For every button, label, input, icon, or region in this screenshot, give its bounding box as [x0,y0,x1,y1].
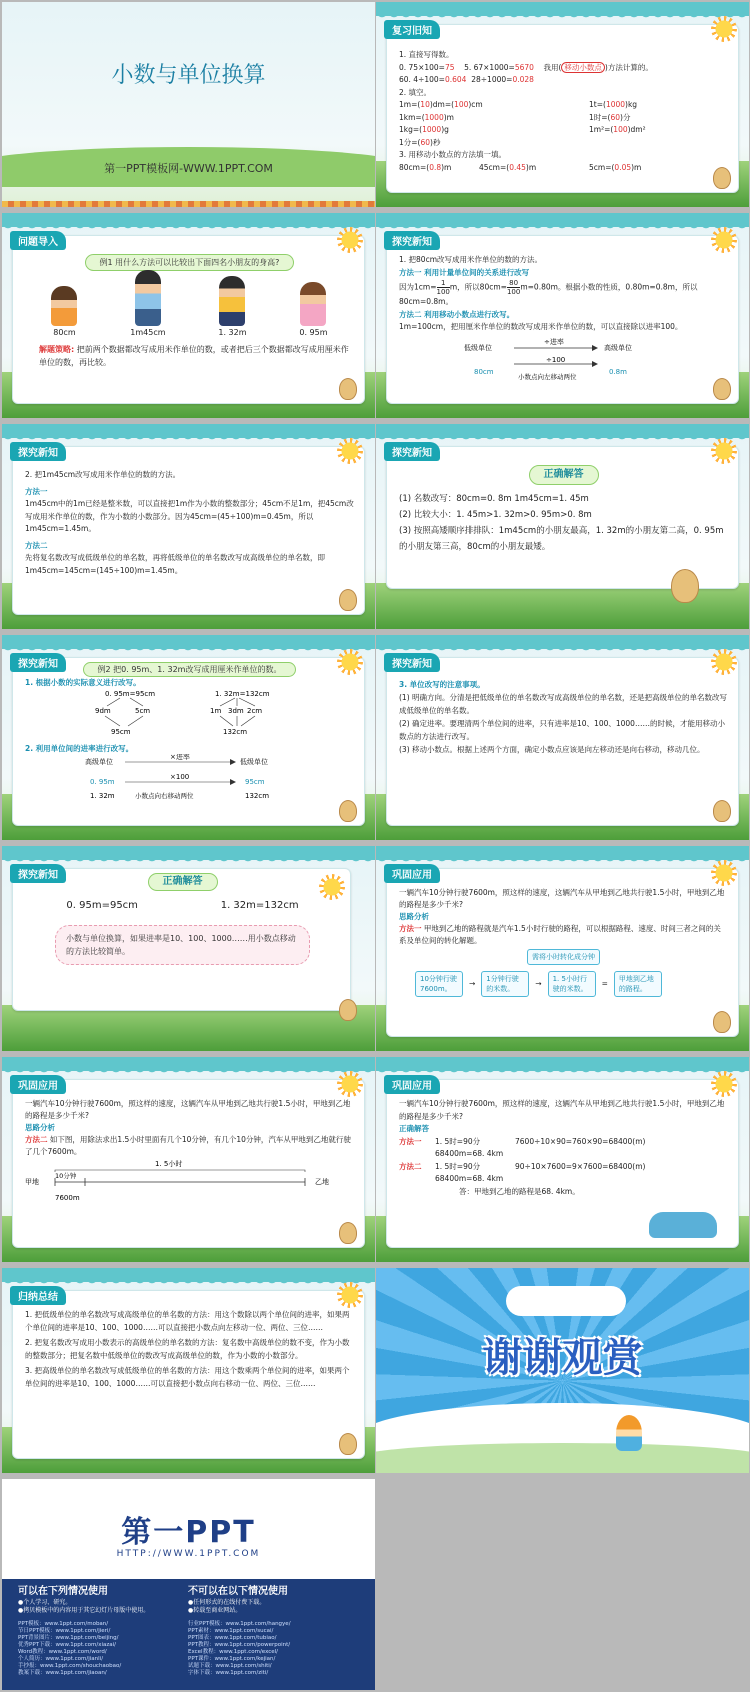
paragraph: (3) 移动小数点。根据上述两个方面，确定小数点应该是向左移动还是向右移动，移动几位。 [399,745,705,754]
kid-label: 1. 32m [218,328,247,337]
top-scallop [2,856,375,864]
line: 3. 用移动小数点的方法填一填。 [399,150,507,159]
strategy-text: 把前两个数据都改写成用米作单位的数，或者把后三个数据都改写成用厘米作单位的数，再比较。 [39,345,349,367]
hill [376,1443,749,1473]
solution-row: 方法二 1. 5时=90分 90÷10×7600=9×7600=68400(m) [399,1161,646,1171]
footer-link[interactable]: PPT背景图片：www.1ppt.com/beijing/ [18,1635,119,1641]
slide-tag: 探究新知 [384,231,440,250]
svg-text:2cm: 2cm [247,707,263,715]
slide-tag: 归纳总结 [10,1286,66,1305]
content-card [12,446,365,615]
question-wrap [25,662,354,677]
method-2: 方法二 利用移动小数点进行改写。 [399,309,515,319]
kid-label: 0. 95m [299,328,328,337]
stripe-border [2,201,375,207]
rate-diagram [25,754,345,806]
footer-link[interactable]: 节日PPT模板：www.1ppt.com/jieri/ [18,1628,111,1634]
question-pill: 例2 把0. 95m、1. 32m改写成用厘米作单位的数。 [83,662,297,677]
svg-text:0. 95m=95cm: 0. 95m=95cm [105,690,156,698]
top-scallop [376,223,749,231]
slide-tag: 巩固应用 [10,1075,66,1094]
conversion-diagram [464,336,664,380]
slide-apply-2[interactable] [2,1057,375,1262]
top-scallop [376,434,749,442]
thanks-text: 谢谢观赏 [482,1335,643,1381]
kids-row [25,277,354,339]
footer-url[interactable]: HTTP://WWW.1PPT.COM [116,1549,261,1559]
line: 1. 直接写得数。 [399,50,454,59]
footer-link[interactable]: PPT课件：www.1ppt.com/kejian/ [188,1656,276,1662]
kid-label: 1m45cm [130,328,166,337]
kid-1-icon [51,286,77,326]
slide-explore-3[interactable] [2,635,375,840]
mascot-icon [671,569,699,603]
footer-link[interactable]: Word教程：www.1ppt.com/word/ [18,1649,107,1655]
links-right [188,1621,291,1677]
svg-text:1. 32m: 1. 32m [90,792,115,800]
top-scallop [2,223,375,231]
method-line: 方法二 如下图，用除法求出1.5小时里面有几个10分钟，有几个10分钟，汽车从甲地到乙地就行驶了几个7600m。 [25,1135,351,1156]
content-card [12,1079,365,1248]
svg-text:1. 5小时: 1. 5小时 [155,1160,183,1168]
top-scallop [2,434,375,442]
solution-row: 方法一 1. 5时=90分 7600÷10×90=760×90=68400(m) [399,1136,646,1146]
slide-intro[interactable] [2,213,375,418]
footer-link[interactable]: PPT教程：www.1ppt.com/powerpoint/ [188,1642,291,1648]
line: 0. 75×100=75 5. 67×1000=5670 我用( 移动小数点 )方法计算的。 [399,62,653,72]
svg-text:高级单位: 高级单位 [603,343,632,352]
sun-icon [319,874,345,900]
slide-apply-1[interactable] [376,846,749,1051]
top-scallop [376,12,749,20]
footer-link[interactable]: PPT图表：www.1ppt.com/tubiao/ [188,1635,277,1641]
kid-label: 80cm [53,328,76,337]
cover-subtitle: 第一PPT模板网-WWW.1PPT.COM [104,162,273,175]
decomposition-diagram [25,688,345,740]
answer-pill: 正确解答 [148,873,218,891]
svg-text:95cm: 95cm [245,778,265,786]
content-card [386,446,739,589]
slide-tag: 探究新知 [10,442,66,461]
slide-explore-4[interactable] [376,635,749,840]
links-left [18,1621,188,1677]
answer-1: 0. 95m=95cm [66,900,138,911]
svg-text:小数点向右移动两位: 小数点向右移动两位 [135,792,194,800]
paragraph: 2. 把复名数改写成用小数表示的高级单位的单名数的方法：复名数中高级单位的数不变，作为小数的整数部分；把复名数中低级单位的数改写成高级单位的数，作为小数的小数部分。 [25,1338,350,1360]
mascot-icon [339,800,357,822]
tip-box: 小数与单位换算，如果进率是10、100、1000……用小数点移动的方法比较简单。 [55,925,310,965]
footer-link[interactable]: 优秀PPT下载：www.1ppt.com/xiazai/ [18,1642,117,1648]
method-line: 方法一 甲地到乙地的路程就是汽车1.5小时行驶的路程，可以根据路程、速度、时间三者之间的关系及单位间的转化解题。 [399,924,721,945]
footer-blue [2,1579,375,1690]
svg-text:5cm: 5cm [135,707,151,715]
slide-answer-2[interactable] [2,846,375,1051]
content-card [12,657,365,826]
svg-text:乙地: 乙地 [315,1178,329,1186]
heading: 3. 单位改写的注意事项。 [399,680,485,689]
footer-panel [2,1479,375,1690]
slide-tag: 巩固应用 [384,1075,440,1094]
svg-text:1m: 1m [210,707,222,715]
top-scallop [2,1067,375,1075]
pill-wrap [25,873,340,891]
method-1: 方法一 [25,486,48,496]
question: 一辆汽车10分钟行驶7600m，照这样的速度，这辆汽车从甲地到乙地共行驶1.5小时，甲地到乙地的路程是多少千米? [25,1099,351,1120]
d1: 低级单位 [463,343,492,352]
mascot-icon [339,378,357,400]
kid-2-icon [135,270,161,326]
kid [218,276,246,339]
car-icon [649,1212,717,1238]
line: 2. 填空。 [399,87,432,97]
slide-apply-3[interactable] [376,1057,749,1262]
svg-text:小数点向左移动两位: 小数点向左移动两位 [517,372,576,380]
paragraph: 1. 把低级单位的单名数改写成高级单位的单名数的方法：用这个数除以两个单位间的进率，如果两个单位间的进率是10、100、1000……可以直接把小数点向左移动一位、两位、三位…… [25,1310,350,1332]
kid [299,282,327,339]
mascot-icon [713,1011,731,1033]
line: 80cm=(0.8)m 45cm=(0.45)m 5cm=(0.05)m [399,162,642,172]
line: 1m=(10)dm=(100)cm 1t=(1000)kg [399,100,638,109]
top-scallop [2,1278,375,1286]
svg-text:高级单位: 高级单位 [85,758,113,766]
svg-text:95cm: 95cm [111,728,131,736]
cover-title: 小数与单位换算 [111,63,266,88]
links-row [18,1621,359,1677]
svg-text:3dm: 3dm [228,707,244,715]
line: 1分=(60)秒 [399,137,441,147]
svg-text:低级单位: 低级单位 [240,758,268,766]
line: 1km=(1000)m 1时=(60)分 [399,112,631,122]
kid-3-icon [219,276,245,326]
top-scallop [376,1067,749,1075]
slide-review[interactable] [376,2,749,207]
grass [2,1005,375,1051]
sun-icon [711,438,737,464]
line: 1. 把80cm改写成用米作单位的数的方法。 [399,255,543,264]
cannot-item: ●任何形式的在线付费下载。 [188,1599,266,1606]
mascot-icon [339,1433,357,1455]
answer-2: 1. 32m=132cm [220,900,299,911]
svg-text:7600m: 7600m [55,1194,80,1202]
paragraph: 3. 把高级单位的单名数改写成低级单位的单名数的方法：用这个数乘两个单位间的进率，如果两个单位间的进率是10、100、1000……可以直接把小数点向右移动一位、两位、三位…… [25,1366,350,1388]
sun-icon [711,1071,737,1097]
svg-text:×进率: ×进率 [170,754,190,761]
answer-row [25,899,340,913]
slide-tag: 问题导入 [10,231,66,250]
method-2: 2. 利用单位间的进率进行改写。 [25,744,134,753]
heading: 正确解答 [399,1124,429,1133]
svg-text:132cm: 132cm [245,792,270,800]
sun-icon [711,860,737,886]
footer-link[interactable]: 字体下载：www.1ppt.com/ziti/ [188,1670,269,1676]
sun-icon [337,438,363,464]
svg-text:×100: ×100 [170,773,190,781]
svg-text:1. 32m=132cm: 1. 32m=132cm [215,690,270,698]
svg-text:0. 95m: 0. 95m [90,778,115,786]
mascot-icon [713,800,731,822]
content-card [386,868,739,1037]
footer-link[interactable]: PPT模板：www.1ppt.com/moban/ [18,1621,109,1627]
top-scallop [376,645,749,653]
svg-text:80cm: 80cm [473,367,494,376]
method-1: 1. 根据小数的实际意义进行改写。 [25,678,141,687]
kid-4-icon [300,282,326,326]
method-2: 方法二 [25,540,48,550]
slide-tag: 探究新知 [384,653,440,672]
mascot-icon [713,378,731,400]
svg-text:甲地: 甲地 [25,1178,39,1186]
usage-row [18,1585,359,1615]
cloud [506,1286,626,1316]
paragraph: 先将复名数改写成低级单位的单名数，再将低级单位的单名数改写成高级单位的单名数，即1m45cm=145cm=(145÷100)m=1.45m。 [25,553,325,575]
footer-link[interactable]: 试题下载：www.1ppt.com/shiti/ [188,1663,272,1669]
sun-icon [337,649,363,675]
question: 一辆汽车10分钟行驶7600m，照这样的速度，这辆汽车从甲地到乙地共行驶1.5小时，甲地到乙地的路程是多少千米? [399,1099,725,1121]
can-item: ●拷贝模板中的内容用于其它幻灯片母版中使用。 [18,1607,150,1614]
footer-link[interactable]: 行业PPT模板：www.1ppt.com/hangye/ [188,1621,291,1627]
cannot-col [188,1585,288,1615]
slide-explore-2[interactable] [2,424,375,629]
svg-text:10分钟: 10分钟 [55,1172,77,1180]
solution-row: 68400m=68. 4km [435,1149,504,1158]
flow-top: 需将小时转化成分钟 [399,949,728,965]
sun-icon [337,1071,363,1097]
sun-icon [337,1282,363,1308]
cannot-heading: 不可以在以下情况使用 [188,1586,288,1597]
distance-diagram [25,1158,345,1208]
strategy-label: 解题策略: [39,345,75,354]
footer-link[interactable]: PPT素材：www.1ppt.com/sucai/ [188,1628,274,1634]
question-wrap [25,254,354,271]
mascot-icon [339,1222,357,1244]
slide-tag: 探究新知 [384,442,440,461]
sun-icon [711,16,737,42]
solution-row: 68400m=68. 4km [435,1174,504,1183]
slide-tag: 巩固应用 [384,864,440,883]
slide-tag: 复习旧知 [384,20,440,39]
content-card [12,235,365,404]
footer-link[interactable]: Excel教程：www.1ppt.com/excel/ [188,1649,279,1655]
footer-link[interactable]: 教案下载：www.1ppt.com/jiaoan/ [18,1670,107,1676]
content-card [12,1290,365,1459]
heading: 思路分析 [25,1123,55,1132]
top-scallop [376,856,749,864]
content-card [386,24,739,193]
flow-row: 10分钟行驶7600m。 → 1分钟行驶的米数。 → 1. 5小时行驶的米数。 = 甲地到乙地的路程。 [399,971,728,997]
question: 一辆汽车10分钟行驶7600m，照这样的速度，这辆汽车从甲地到乙地共行驶1.5小时，甲地到乙地的路程是多少千米? [399,888,725,909]
svg-text:÷100: ÷100 [545,355,565,364]
pill-wrap [399,465,728,485]
slide-tag: 探究新知 [10,653,66,672]
content-card [386,235,739,404]
can-heading: 可以在下列情况使用 [18,1586,108,1597]
paragraph: (2) 确定进率。要理清两个单位间的进率，只有进率是10、100、1000……的时候，才能用移动小数点的方法进行改写。 [399,719,725,741]
footer-logo: 第一PPT [121,1515,256,1550]
line: 1kg=(1000)g 1m²=(100)dm² [399,125,646,134]
kid [130,270,165,339]
sun-icon [337,227,363,253]
content-card [12,868,351,1011]
svg-text:÷进率: ÷进率 [543,337,564,346]
line: 1m=100cm，把用厘米作单位的数改写成用米作单位的数，可以直接除以进率100。 [399,322,683,331]
line: (1) 名数改写：80cm=0. 8m 1m45cm=1. 45m [399,494,589,504]
answer-pill: 正确解答 [529,465,599,485]
child-icon [616,1415,642,1451]
paragraph: 1m45cm中的1m已经是整米数，可以直接把1m作为小数的整数部分；45cm不足1m，把45cm改写成用米作单位的数，作为小数的小数部分。因为45cm=(45÷100)m=0.45m，所以1m45cm=1.45m。 [25,499,354,533]
cannot-item: ●转载至商业网站。 [188,1607,242,1614]
slide-tag: 探究新知 [10,864,66,883]
top-scallop [2,645,375,653]
line: 60. 4÷100=0.604 28÷1000=0.028 [399,75,534,84]
line: (2) 比较大小：1. 45m>1. 32m>0. 95m>0. 8m [399,510,592,520]
svg-text:132cm: 132cm [223,728,248,736]
answer: 答：甲地到乙地的路程是68. 4km。 [459,1186,580,1196]
slide-explore-1[interactable] [376,213,749,418]
content-card [386,657,739,826]
paragraph: (1) 明确方向。分清是把低级单位的单名数改写成高级单位的单名数，还是把高级单位的单名数改写成低级单位的单名数。 [399,693,728,715]
mascot-icon [713,167,731,189]
svg-text:0.8m: 0.8m [608,367,627,376]
mascot-icon [339,589,357,611]
kid [51,286,77,339]
sun-icon [711,649,737,675]
svg-text:9dm: 9dm [95,707,111,715]
can-col [18,1585,188,1615]
line: (3) 按照高矮顺序排排队：1m45cm的小朋友最高，1. 32m的小朋友第二高，0. 95m的小朋友第三高，80cm的小朋友最矮。 [399,526,724,552]
line: 因为1cm= $\frac{1}{100}$ m，所以80cm= $\frac{80}{100}$ m=0.80m。根据小数的性质，0.80m=0.8m，所以80cm=0.8m。 [399,279,698,306]
slide-summary[interactable] [2,1268,375,1473]
mascot-icon [339,999,357,1021]
footer-link[interactable]: 个人简历：www.1ppt.com/jianli/ [18,1656,104,1662]
sun-icon [711,227,737,253]
method-1: 方法一 利用计量单位间的关系进行改写 [399,267,530,277]
slide-cover[interactable] [2,2,375,207]
slide-thanks[interactable] [376,1268,749,1473]
line: 2. 把1m45cm改写成用米作单位的数的方法。 [25,470,181,479]
heading: 思路分析 [399,912,429,921]
question-pill: 例1 用什么方法可以比较出下面四名小朋友的身高? [85,254,295,271]
slide-answer-1[interactable] [376,424,749,629]
strategy [25,343,354,369]
can-item: ●个人学习、研究。 [18,1599,72,1606]
footer-link[interactable]: 手抄报：www.1ppt.com/shouchaobao/ [18,1663,122,1669]
